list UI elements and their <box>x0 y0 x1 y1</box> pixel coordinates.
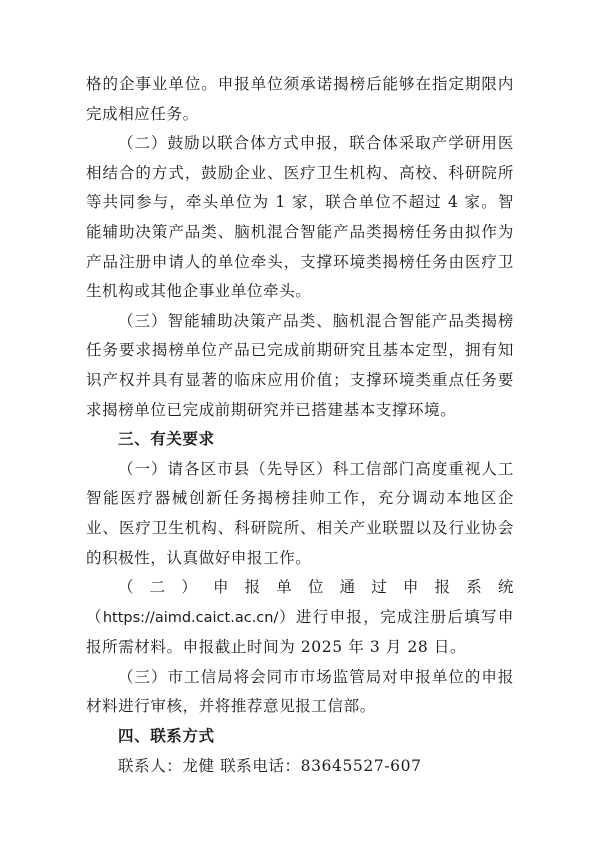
section-heading-contact: 四、联系方式 <box>118 727 215 746</box>
contact-line: 联系人：龙健 联系电话：83645527-607 <box>118 756 422 775</box>
paragraph-application-system <box>86 573 514 663</box>
application-text-after: ）进行申报，完成注册后填写申报所需材料。申报截止时间为 2025 年 3 月 28 日。 <box>86 607 514 657</box>
paragraph-review: （三）市工信局将会同市市场监管局对申报单位的申报材料进行审核，并将推荐意见报工信部。 <box>86 667 514 716</box>
paragraph-consortium: （二）鼓励以联合体方式申报，联合体采取产学研用医相结合的方式，鼓励企业、医疗卫生机构、高校、科研院所等共同参与，牵头单位为 1 家，联合单位不超过 4 家。智能辅助决策产品类、脑机混合智能产品类揭榜任务由拟作为产品注册申请人的单位牵头，支撑环境类揭榜任务由医疗卫生机构或其他企事业单位牵头。 <box>86 134 514 301</box>
paragraph-product-requirements: （三）智能辅助决策产品类、脑机混合智能产品类揭榜任务要求揭榜单位产品已完成前期研究且基本定型，拥有知识产权并具有显著的临床应用价值；支撑环境类重点任务要求揭榜单位已完成前期研究并已搭建基本支撑环境。 <box>86 311 514 419</box>
paragraph-departments: （一）请各区市县（先导区）科工信部门高度重视人工智能医疗器械创新任务揭榜挂帅工作，充分调动本地区企业、医疗卫生机构、科研院所、相关产业联盟以及行业协会的积极性，认真做好申报工作。 <box>86 459 514 567</box>
application-url-link[interactable]: https://aimd.caict.ac.cn/ <box>102 609 279 626</box>
application-text-before: （二）申报单位通过申报系统（ <box>86 578 514 626</box>
paragraph-eligibility-end: 格的企事业单位。申报单位须承诺揭榜后能够在指定期限内完成相应任务。 <box>86 75 514 123</box>
section-heading-requirements: 三、有关要求 <box>118 430 215 449</box>
